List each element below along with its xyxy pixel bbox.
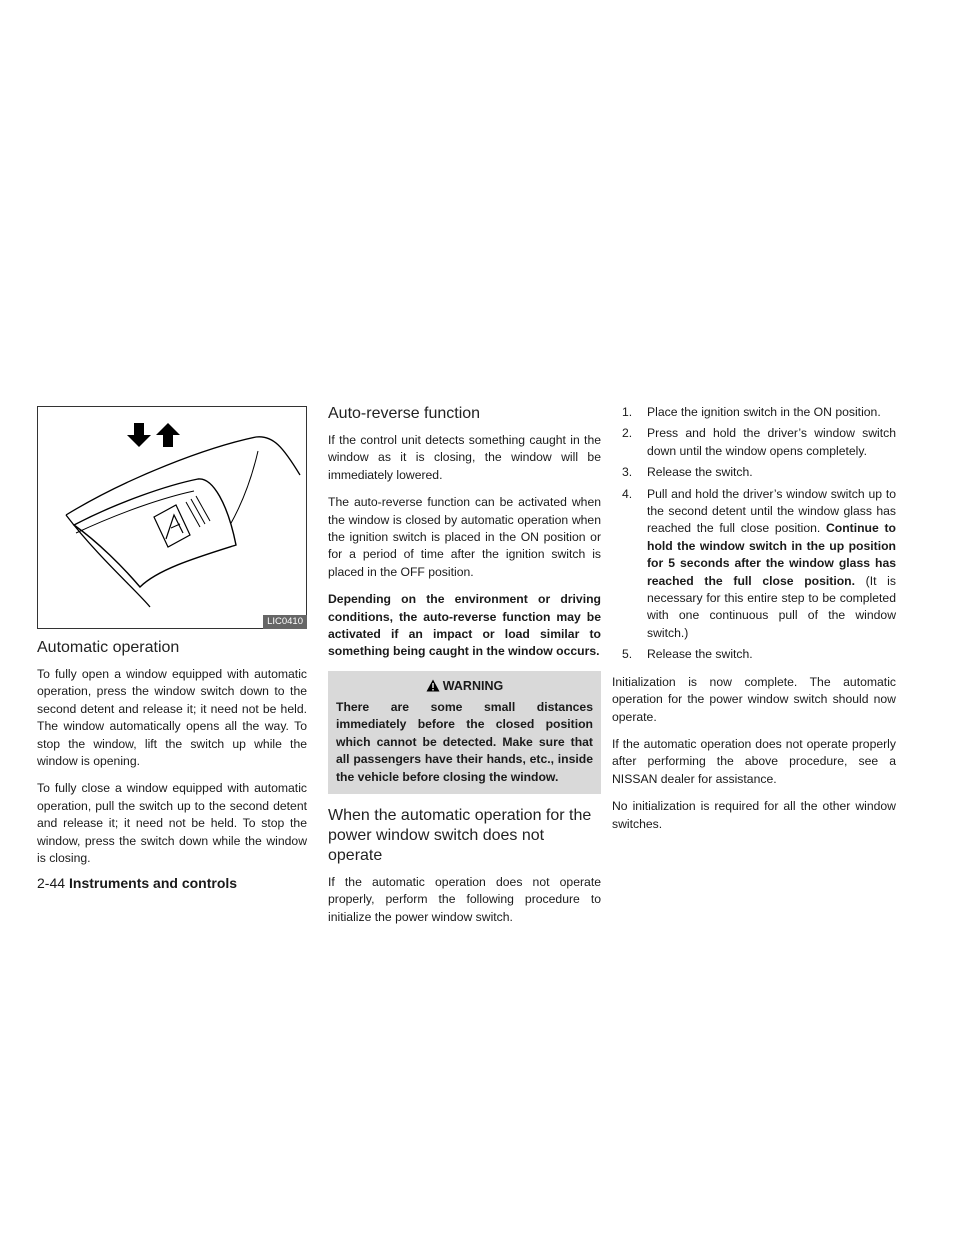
warning-text: There are some small distances immediately before the closed position which cannot be detected. Make sure that all passengers have their hands, etc., inside the vehicle before closing the window.: [336, 699, 593, 784]
warning-triangle-icon: [426, 679, 440, 692]
dealer-assistance-paragraph: If the automatic operation does not operate properly after performing the above procedure, see a NISSAN dealer for assistance.: [612, 736, 896, 786]
warning-title: [336, 677, 593, 695]
automatic-operation-heading: Automatic operation: [37, 639, 180, 656]
auto-reverse-paragraph-3: Depending on the environment or driving conditions, the auto-reverse function may be activated if an impact or load similar to something being caught in the window occurs.: [328, 592, 601, 659]
initialization-heading: When the automatic operation for the power window switch does not operate: [328, 806, 592, 864]
no-initialization-paragraph: No initialization is required for all the other window switches.: [612, 799, 896, 831]
window-switch-auto-icon: [38, 407, 306, 628]
chapter-title: Instruments and controls: [69, 875, 238, 891]
initialization-steps: [612, 404, 896, 664]
page-number: 2-44: [37, 875, 66, 891]
step-item: 1. Place the ignition switch in the ON position.: [622, 405, 881, 419]
initialization-complete-paragraph: Initialization is now complete. The automatic operation for the power window switch should now operate.: [612, 674, 896, 724]
step-item: 4. Pull and hold the driver’s window switch up to the second detent until the window glass has reached the full close position. Continue to hold the window switch in the up position for 5 seconds after the window glass has reached the full close position. (It is necessary for this entire step to be completed with one continuous pull of the window switch.): [622, 486, 896, 640]
middle-column: [328, 404, 601, 936]
warning-box: [328, 671, 601, 794]
close-window-paragraph: To fully close a window equipped with automatic operation, pull the switch up to the second detent and release it; it need not be held. To stop the window, press the switch down while the window is closing.: [37, 781, 307, 866]
left-column: [37, 638, 307, 877]
auto-reverse-paragraph-2: The auto-reverse function can be activated when the window is closed by automatic operation when the ignition switch is placed in the ON position or for a period of time after the ignition switch is placed in the OFF position.: [328, 495, 601, 579]
right-column: [612, 404, 896, 843]
auto-reverse-paragraph-1: If the control unit detects something caught in the window as it is closing, the window will be immediately lowered.: [328, 433, 601, 482]
initialization-intro-paragraph: If the automatic operation does not operate properly, perform the following procedure to initialize the power window switch.: [328, 874, 601, 924]
warning-title-text: WARNING: [442, 678, 504, 693]
window-switch-figure: [37, 406, 307, 629]
page-footer: [37, 874, 237, 892]
figure-code-label: LIC0410: [263, 615, 307, 629]
step-item: 2. Press and hold the driver’s window switch down until the window opens completely.: [622, 426, 896, 458]
step-item: 5. Release the switch.: [622, 647, 753, 662]
open-window-paragraph: To fully open a window equipped with automatic operation, press the window switch down to the second detent and release it; it need not be held. The window automatically opens all the way. To stop the window, lift the switch up while the window is opening.: [37, 667, 307, 769]
auto-reverse-heading: Auto-reverse function: [328, 405, 481, 422]
step-item: 3. Release the switch.: [622, 465, 753, 480]
